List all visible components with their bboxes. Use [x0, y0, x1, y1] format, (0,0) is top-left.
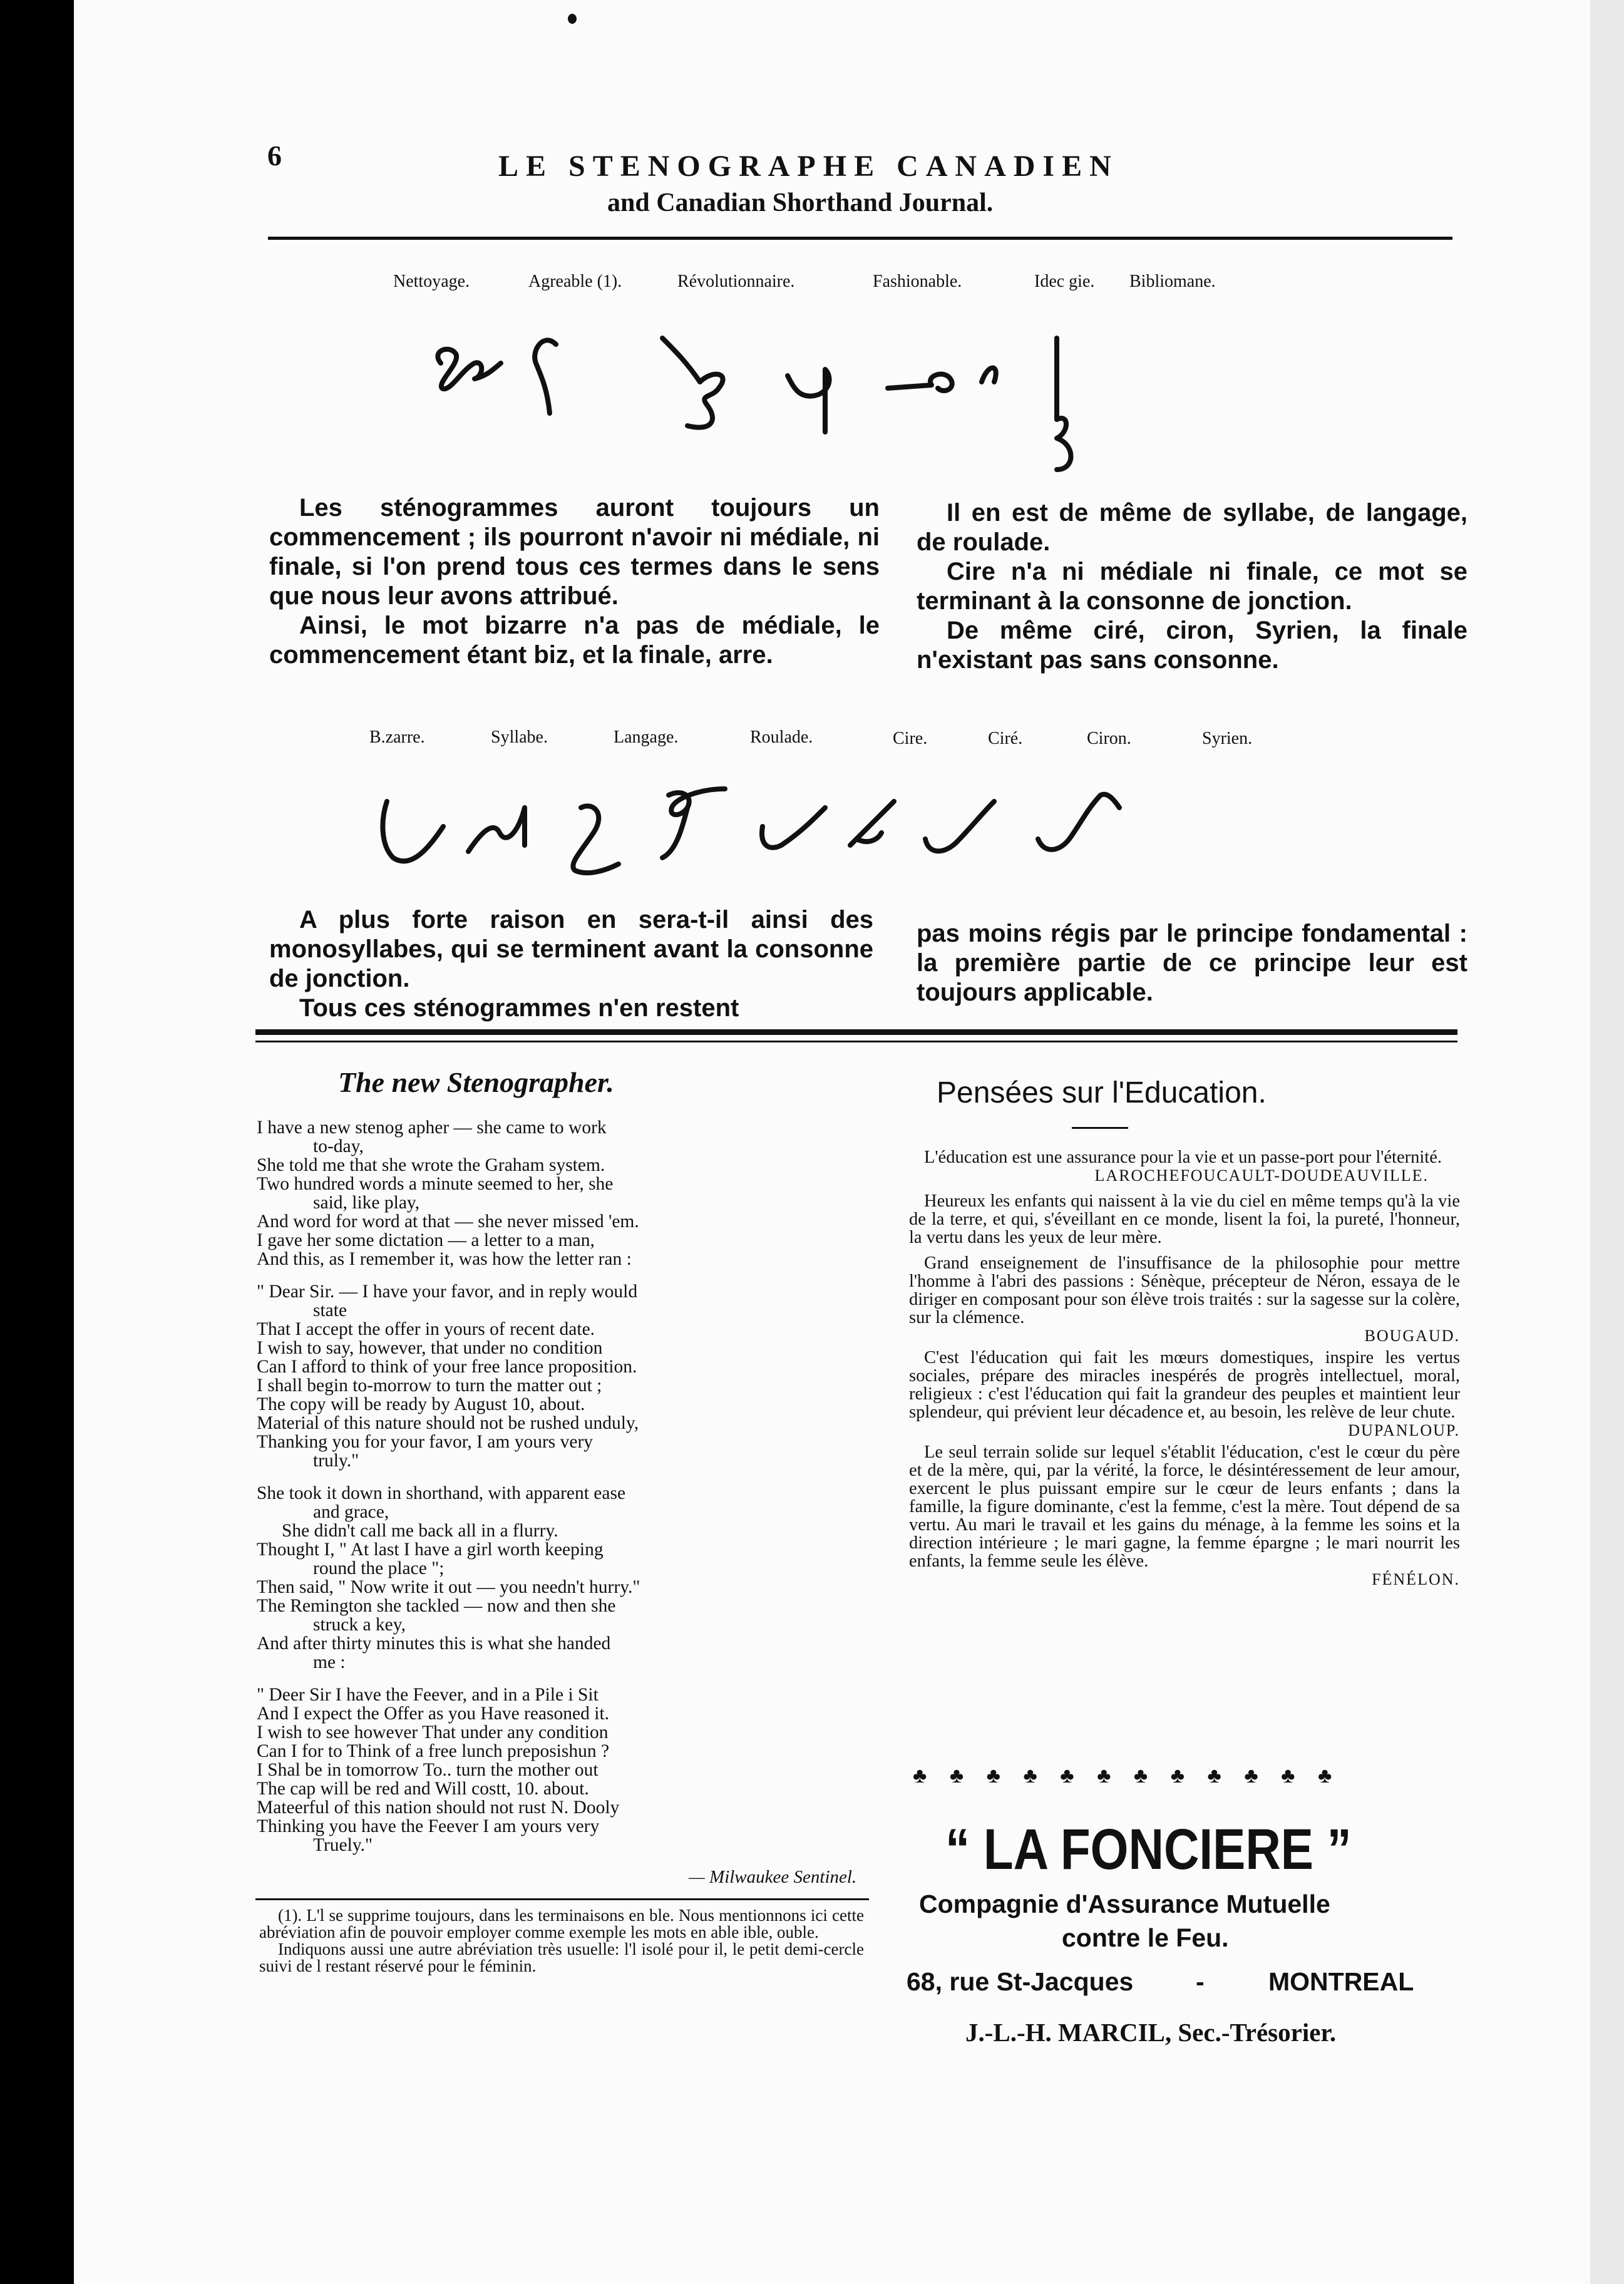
- poem-line: and grace,: [313, 1502, 389, 1522]
- label-roulade: Roulade.: [750, 728, 813, 747]
- shorthand-syllabe: [468, 808, 525, 851]
- advert-city: MONTREAL: [1268, 1967, 1414, 1996]
- advert-secretary: J.-L.-H. MARCIL, Sec.-Trésorier.: [965, 2018, 1337, 2047]
- poem-line: I gave her some dictation — a letter to a man,: [257, 1230, 595, 1250]
- ornament-row: ♣ ♣ ♣ ♣ ♣ ♣ ♣ ♣ ♣ ♣ ♣ ♣: [913, 1764, 1341, 1788]
- poem-line: I wish to see however That under any condition: [257, 1722, 609, 1742]
- footnote-p1: (1). L'l se supprime toujours, dans les terminaisons en ble. Nous mentionnons ici cette abréviation afin de pouvoir employer comme exemple les mots en able ible, ouble.: [259, 1906, 864, 1942]
- poem-line: Material of this nature should not be rushed unduly,: [257, 1413, 639, 1433]
- poem-line: She took it down in shorthand, with apparent ease: [257, 1483, 626, 1503]
- advert-address: 68, rue St-Jacques: [907, 1967, 1134, 1996]
- pensee-item: [909, 1148, 1460, 1185]
- header-rule: [268, 237, 1452, 240]
- pensee-author: LAROCHEFOUCAULT-DOUDEAUVILLE.: [1094, 1166, 1429, 1185]
- pensee-text: Le seul terrain solide sur lequel s'établit l'éducation, c'est le cœur du père et de la mère, qui, par la vérité, la force, le désintéressement de leur amour, exercent le plus puissant empire sur le cœur de leurs enfants ; dans la famille, la figure dominante, c'est la femme, c'est la mère. Tout dépend de sa vertu. Au mari le travail et les gains du ménage, à la femme les soins et la direction intérieure ; le mari gagne, la femme épargne ; le mari nourrit les enfants, la femme seule les élève.: [909, 1443, 1460, 1571]
- label-langage: Langage.: [614, 728, 679, 747]
- shorthand-roulade: [662, 789, 725, 858]
- poem-line: Can I afford to think of your free lance proposition.: [257, 1357, 637, 1377]
- poem-line: She didn't call me back all in a flurry.: [282, 1521, 558, 1541]
- stanza-gap: [257, 1470, 873, 1484]
- pensee-text: C'est l'éducation qui fait les mœurs domestiques, inspire les vertus sociales, prépare des miracles inespérés de progrès intellectuel, moral, religieux : c'est l'éducation qui fait la grandeur des peuples et maintient leur splendeur, qui prévient leur décadence et, au besoin, les relève de leur chute.: [909, 1348, 1460, 1422]
- footnote-rule: [255, 1898, 869, 1900]
- shorthand-ideologie: [888, 368, 996, 391]
- poem-line: Thinking you have the Feever I am yours very: [257, 1816, 600, 1836]
- para2-left-p1: A plus forte raison en sera-t-il ainsi des monosyllabes, qui se terminent avant la consonne de jonction.: [269, 906, 873, 992]
- pensee-item: [909, 1349, 1460, 1439]
- poem-line: Thanking you for your favor, I am yours very: [257, 1432, 594, 1452]
- poem-line: I Shal be in tomorrow To.. turn the mother out: [257, 1760, 599, 1780]
- masthead-subtitle: and Canadian Shorthand Journal.: [607, 188, 994, 217]
- poem-line: said, like play,: [313, 1193, 420, 1213]
- poem-source: — Milwaukee Sentinel.: [689, 1867, 857, 1887]
- para1-right: [917, 498, 1467, 675]
- advert-dash: -: [1196, 1967, 1205, 1996]
- pensee-author: BOUGAUD.: [1364, 1327, 1460, 1345]
- shorthand-syrien: [1038, 795, 1119, 850]
- poem-line: Mateerful of this nation should not rust N. Dooly: [257, 1798, 620, 1818]
- poem-line: I have a new stenog apher — she came to work: [257, 1118, 607, 1138]
- para1-left: [269, 493, 880, 670]
- poem-line: She told me that she wrote the Graham system.: [257, 1155, 605, 1175]
- poem-line: Thought I, " At last I have a girl worth keeping: [257, 1540, 604, 1560]
- pensee-author: DUPANLOUP.: [1348, 1421, 1460, 1439]
- label-fashionable: Fashionable.: [873, 272, 962, 291]
- section-rule-thick: [255, 1029, 1457, 1035]
- poem-line: And after thirty minutes this is what she handed: [257, 1633, 611, 1654]
- poem-line: The cap will be red and Will costt, 10. about.: [257, 1779, 589, 1799]
- pensees-title-rule: [1072, 1127, 1128, 1129]
- label-syllabe: Syllabe.: [491, 728, 548, 747]
- poem-line: round the place ";: [313, 1558, 445, 1578]
- label-revolutionnaire: Révolutionnaire.: [677, 272, 795, 291]
- para1-left-p2: Ainsi, le mot bizarre n'a pas de médiale, le commencement étant biz, et la finale, arre.: [269, 612, 880, 669]
- shorthand-row-2: [374, 783, 1407, 889]
- poem-line: I wish to say, however, that under no condition: [257, 1338, 603, 1358]
- label-ideologie: Idec gie.: [1034, 272, 1095, 291]
- footnote-p2: Indiquons aussi une autre abréviation très usuelle: l'l isolé pour il, le petit demi-cercle suivi de l restant réservé pour le féminin.: [259, 1940, 864, 1975]
- masthead-title: LE STENOGRAPHE CANADIEN: [498, 150, 1119, 183]
- poem-line: I shall begin to-morrow to turn the matter out ;: [257, 1376, 602, 1396]
- pensee-item: [909, 1254, 1460, 1345]
- para1-right-p2: Cire n'a ni médiale ni finale, ce mot se terminant à la consonne de jonction.: [917, 558, 1467, 615]
- shorthand-nettoyage: [438, 349, 501, 389]
- poem-line: " Deer Sir I have the Feever, and in a Pile i Sit: [257, 1685, 599, 1705]
- para2-left-p2: Tous ces sténogrammes n'en restent: [299, 994, 739, 1022]
- pensees-list: [909, 1148, 1460, 1588]
- shorthand-langage: [573, 806, 619, 873]
- label-ciron: Ciron.: [1087, 729, 1131, 748]
- advert-name: “ LA FONCIERE ”: [945, 1818, 1352, 1881]
- poem-title: The new Stenographer.: [338, 1066, 614, 1098]
- poem-line: And this, as I remember it, was how the letter ran :: [257, 1249, 632, 1269]
- label-nettoyage: Nettoyage.: [393, 272, 470, 291]
- shorthand-cire-accent: [850, 801, 894, 845]
- poem-line: struck a key,: [313, 1615, 406, 1635]
- shorthand-bibliomane: [1057, 338, 1071, 470]
- stanza-gap: [257, 1672, 873, 1685]
- poem-line: " Dear Sir. — I have your favor, and in reply would: [257, 1282, 638, 1302]
- pensee-text: Grand enseignement de l'insuffisance de la philosophie pour mettre l'homme à l'abri des passions : Sénèque, précepteur de Néron, essaya de le diriger en composant pour son élève trois traités : sur la sagesse sur la colère, sur la clémence.: [909, 1253, 1460, 1327]
- shorthand-agreable: [535, 340, 556, 413]
- poem-line: state: [313, 1300, 347, 1320]
- page-number: 6: [267, 140, 282, 172]
- footnote: [259, 1907, 864, 1975]
- para1-left-p1: Les sténogrammes auront toujours un commencement ; ils pourront n'avoir ni médiale, ni finale, si l'on prend tous ces termes dans le sens que nous leur avons attribué.: [269, 494, 880, 610]
- poem-line: That I accept the offer in yours of recent date.: [257, 1319, 595, 1339]
- poem-line: The Remington she tackled — now and then she: [257, 1596, 616, 1616]
- pensee-text: Heureux les enfants qui naissent à la vie du ciel en même temps qu'à la vie de la terre, et qui, s'éveillant en ce monde, lisent la foi, la pureté, l'honneur, la vertu dans les yeux de leur mère.: [909, 1191, 1460, 1247]
- shorthand-ciron: [925, 801, 994, 851]
- label-bizarre: B.zarre.: [369, 728, 425, 747]
- ink-speck: [568, 14, 577, 24]
- poem-line: The copy will be ready by August 10, about.: [257, 1394, 585, 1414]
- poem-line: And I expect the Offer as you Have reasoned it.: [257, 1704, 610, 1724]
- pensees-title: Pensées sur l'Education.: [937, 1076, 1267, 1109]
- advert-line2: contre le Feu.: [1062, 1923, 1229, 1952]
- label-cire-accent: Ciré.: [988, 729, 1023, 748]
- poem-line: Then said, " Now write it out — you needn't hurry.": [257, 1577, 640, 1597]
- shorthand-cire: [762, 808, 825, 848]
- poem-line: And word for word at that — she never missed 'em.: [257, 1211, 639, 1232]
- journal-page: [74, 0, 1590, 2284]
- label-agreable: Agreable (1).: [528, 272, 622, 291]
- poem-line: me :: [313, 1652, 346, 1672]
- label-bibliomane: Bibliomane.: [1129, 272, 1216, 291]
- poem-line: Can I for to Think of a free lunch preposishun ?: [257, 1741, 610, 1761]
- label-cire: Cire.: [893, 729, 928, 748]
- para2-right: [917, 919, 1467, 1007]
- pensee-text: L'éducation est une assurance pour la vie et un passe-port pour l'éternité.: [924, 1148, 1442, 1167]
- section-rule-thin: [255, 1041, 1457, 1042]
- para1-right-p1: Il en est de même de syllabe, de langage, de roulade.: [917, 499, 1467, 556]
- shorthand-revolutionnaire: [662, 338, 723, 428]
- poem-line: Truely.": [313, 1835, 373, 1855]
- stanza-gap: [257, 1268, 873, 1282]
- scan-edge: [1590, 0, 1624, 2284]
- shorthand-fashionable: [788, 369, 830, 432]
- poem-line: to-day,: [313, 1136, 364, 1156]
- para2-left: [269, 905, 873, 1023]
- pensee-author: FÉNÉLON.: [1372, 1570, 1460, 1588]
- para1-right-p3: De même ciré, ciron, Syrien, la finale n'existant pas sans consonne.: [917, 617, 1467, 674]
- shorthand-bizarre: [383, 801, 443, 861]
- label-syrien: Syrien.: [1202, 729, 1253, 748]
- poem-line: Two hundred words a minute seemed to her, she: [257, 1174, 614, 1194]
- para2-right-p1: pas moins régis par le principe fondamental : la première partie de ce principe leur est toujours applicable.: [917, 920, 1467, 1006]
- pensee-item: [909, 1443, 1460, 1588]
- poem-line: truly.": [313, 1451, 359, 1471]
- pensee-item: [909, 1192, 1460, 1247]
- shorthand-row-1: [424, 326, 1364, 476]
- poem-body: [257, 1118, 873, 1854]
- advert-line1: Compagnie d'Assurance Mutuelle: [919, 1890, 1330, 1918]
